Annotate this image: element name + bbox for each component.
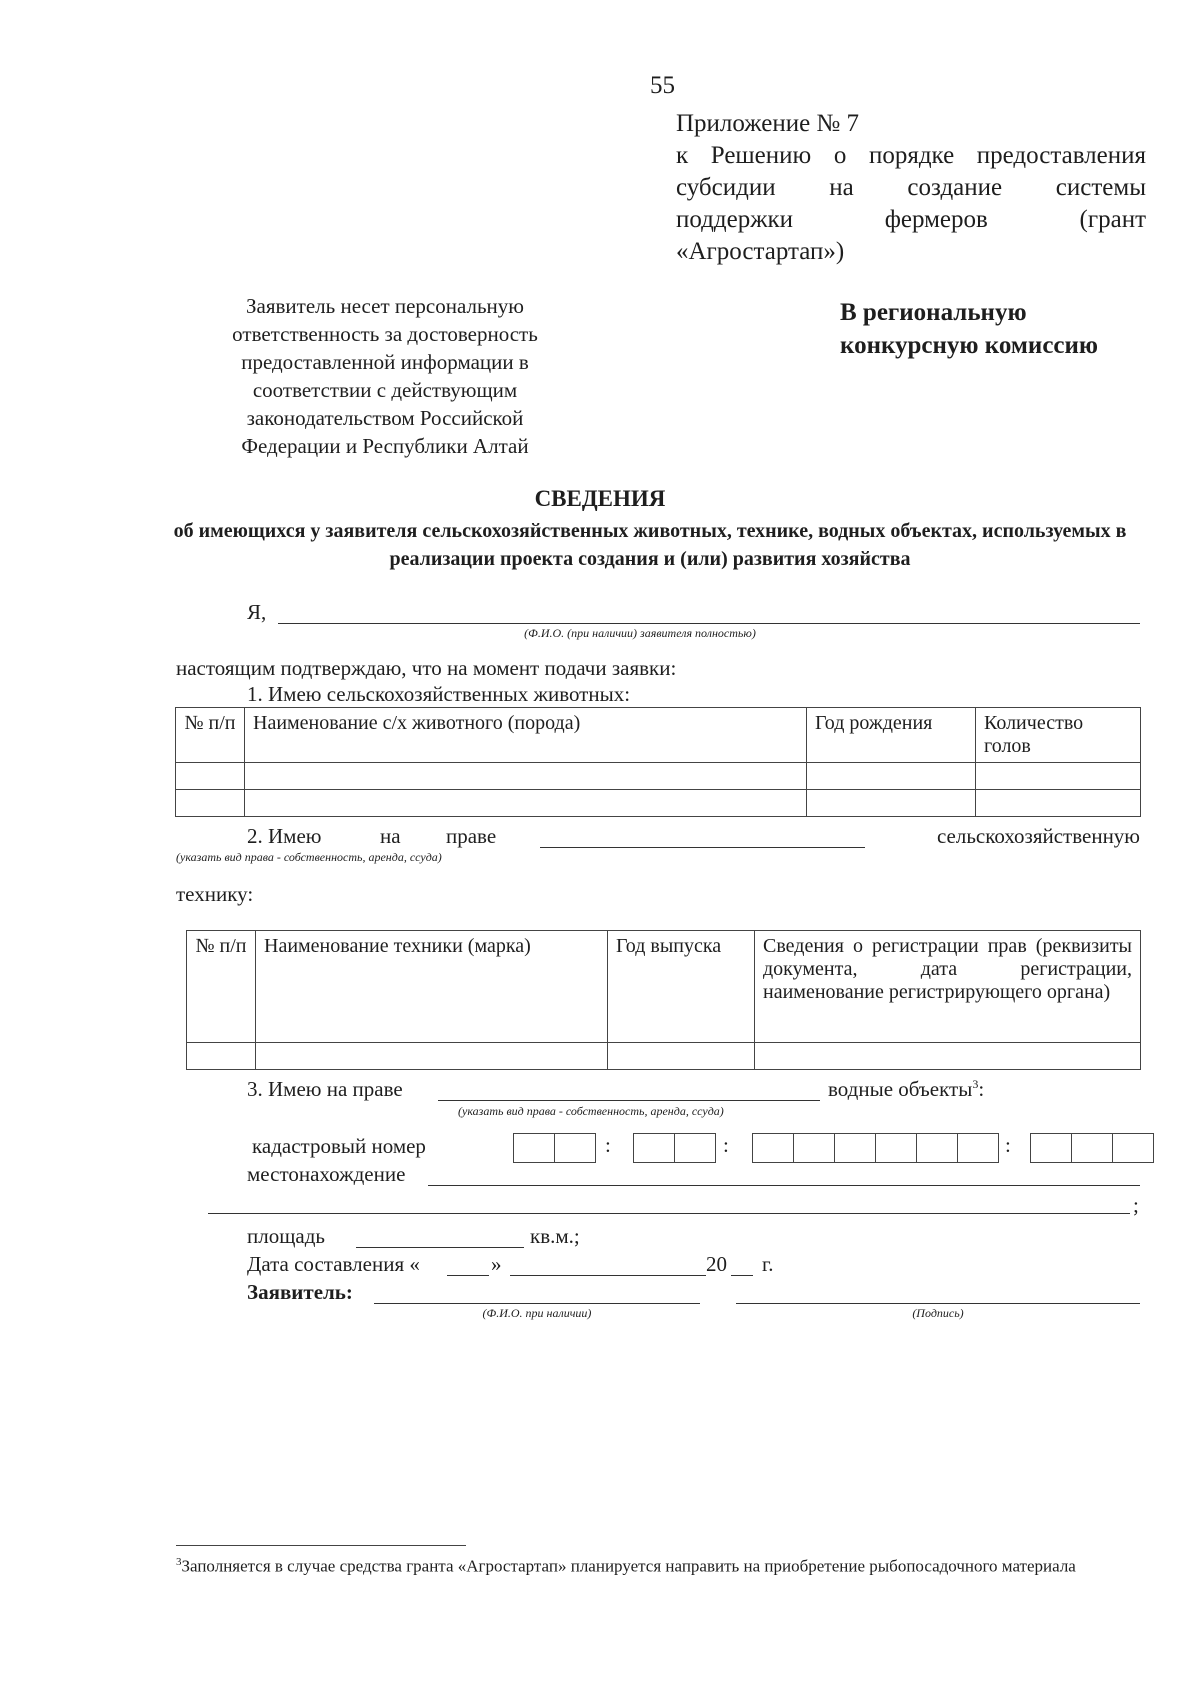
col-number: № п/п bbox=[176, 708, 245, 763]
addressee: В региональную конкурсную комиссию bbox=[840, 299, 1099, 359]
document-subtitle: об имеющихся у заявителя сельскохозяйственных животных, технике, водных объектах, используемых в реализации проекта создания и (или) развития хозяйства bbox=[173, 520, 1127, 570]
col-birth-year: Год рождения bbox=[807, 708, 976, 763]
col-number: № п/п bbox=[187, 931, 256, 1043]
table-cell[interactable] bbox=[755, 1043, 1141, 1070]
area-unit: кв.м.; bbox=[530, 1224, 580, 1248]
table-cell[interactable] bbox=[245, 763, 807, 790]
cadastral-group-1[interactable] bbox=[513, 1133, 596, 1163]
location-label: местонахождение bbox=[247, 1162, 406, 1186]
footnote-ref: 3 bbox=[972, 1077, 979, 1091]
table-cell[interactable] bbox=[807, 763, 976, 790]
cadastral-digit[interactable] bbox=[917, 1134, 958, 1162]
footnote bbox=[176, 1550, 1156, 1579]
date-quote-close: » bbox=[491, 1252, 502, 1276]
section2-end-word: сельскохозяйственную bbox=[936, 824, 1140, 848]
signature-field[interactable] bbox=[736, 1302, 1140, 1304]
cadastral-separator: : bbox=[605, 1133, 611, 1157]
cadastral-digit[interactable] bbox=[1072, 1134, 1113, 1162]
location-field-continued[interactable] bbox=[208, 1212, 1130, 1214]
table-cell[interactable] bbox=[245, 790, 807, 817]
section3-prefix: 3. Имею на праве bbox=[247, 1077, 403, 1101]
colon: : bbox=[978, 1077, 985, 1101]
page-number: 55 bbox=[650, 72, 675, 99]
confirm-text: настоящим подтверждаю, что на момент подачи заявки: bbox=[176, 656, 677, 680]
footnote-mark: 3 bbox=[176, 1556, 182, 1568]
cadastral-digit[interactable] bbox=[634, 1134, 675, 1162]
cadastral-digit[interactable] bbox=[675, 1134, 715, 1162]
applicant-responsibility-note: Заявитель несет персональную ответственность за достоверность предоставленной информации в соответствии с действующим законодательством Российской Федерации и Республики Алтай bbox=[232, 294, 538, 458]
section3-suffix bbox=[828, 1077, 984, 1102]
appendix-line: к Решению о порядке предоставления bbox=[676, 142, 1146, 169]
cadastral-digit[interactable] bbox=[794, 1134, 835, 1162]
date-day-field[interactable] bbox=[447, 1274, 489, 1276]
table-cell[interactable] bbox=[176, 763, 245, 790]
footnote-divider bbox=[176, 1545, 466, 1546]
area-label: площадь bbox=[247, 1224, 325, 1248]
table-cell[interactable] bbox=[256, 1043, 608, 1070]
water-right-type-field[interactable] bbox=[438, 1099, 820, 1101]
table-cell[interactable] bbox=[176, 790, 245, 817]
section1-heading: 1. Имею сельскохозяйственных животных: bbox=[247, 682, 631, 706]
date-year-prefix: 20 bbox=[706, 1252, 727, 1276]
col-manufacture-year: Год выпуска bbox=[608, 931, 755, 1043]
table-cell[interactable] bbox=[976, 790, 1141, 817]
cadastral-separator: : bbox=[723, 1133, 729, 1157]
col-registration-info: Сведения о регистрации прав (реквизиты документа, дата регистрации, наименование регистрирующего органа) bbox=[755, 931, 1141, 1043]
right-type-field[interactable] bbox=[540, 846, 865, 848]
cadastral-digit[interactable] bbox=[555, 1134, 595, 1162]
date-year-suffix: г. bbox=[762, 1252, 774, 1276]
cadastral-digit[interactable] bbox=[1031, 1134, 1072, 1162]
table-header-row bbox=[176, 708, 1141, 763]
appendix-reference bbox=[676, 108, 1146, 268]
cadastral-digit[interactable] bbox=[958, 1134, 998, 1162]
table-row bbox=[176, 763, 1141, 790]
table-header-row bbox=[187, 931, 1141, 1043]
appendix-line: Приложение № 7 bbox=[676, 110, 860, 137]
date-year-field[interactable] bbox=[731, 1274, 753, 1276]
cadastral-digit[interactable] bbox=[514, 1134, 555, 1162]
signature-hint: (Подпись) bbox=[912, 1306, 964, 1320]
table-row bbox=[187, 1043, 1141, 1070]
right-type-hint: (указать вид права - собственность, аренда, ссуда) bbox=[176, 850, 442, 864]
col-animal-name: Наименование с/х животного (порода) bbox=[245, 708, 807, 763]
appendix-line: поддержки фермеров (грант bbox=[676, 206, 1146, 233]
footnote-text: Заполняется в случае средства гранта «Агростартап» планируется направить на приобретение рыбопосадочного материала bbox=[181, 1556, 1076, 1576]
machinery-table bbox=[186, 930, 1141, 1070]
appendix-line: «Агростартап») bbox=[676, 238, 845, 265]
table-cell[interactable] bbox=[187, 1043, 256, 1070]
table-cell[interactable] bbox=[976, 763, 1141, 790]
cadastral-digit[interactable] bbox=[1113, 1134, 1153, 1162]
water-objects-label: водные объекты bbox=[828, 1077, 973, 1101]
table-cell[interactable] bbox=[807, 790, 976, 817]
col-head-count: Количество голов bbox=[976, 708, 1141, 763]
applicant-fio-field[interactable] bbox=[374, 1302, 700, 1304]
applicant-name-hint: (Ф.И.О. (при наличии) заявителя полностью) bbox=[524, 626, 756, 640]
cadastral-group-4[interactable] bbox=[1030, 1133, 1154, 1163]
cadastral-digit[interactable] bbox=[876, 1134, 917, 1162]
cadastral-separator: : bbox=[1005, 1133, 1011, 1157]
section2-word: 2. Имею bbox=[247, 824, 322, 848]
animals-table bbox=[175, 707, 1141, 817]
applicant-prefix: Я, bbox=[247, 600, 267, 624]
applicant-signature-label: Заявитель: bbox=[247, 1280, 353, 1304]
cadastral-group-3[interactable] bbox=[752, 1133, 999, 1163]
cadastral-group-2[interactable] bbox=[633, 1133, 716, 1163]
water-right-hint: (указать вид права - собственность, аренда, ссуда) bbox=[458, 1104, 724, 1118]
table-row bbox=[176, 790, 1141, 817]
appendix-line: субсидии на создание системы bbox=[676, 174, 1146, 201]
cadastral-digit[interactable] bbox=[753, 1134, 794, 1162]
fio-hint: (Ф.И.О. при наличии) bbox=[482, 1306, 592, 1320]
area-field[interactable] bbox=[356, 1246, 524, 1248]
col-machinery-name: Наименование техники (марка) bbox=[256, 931, 608, 1043]
section2-word: на bbox=[380, 824, 401, 848]
cadastral-digit[interactable] bbox=[835, 1134, 876, 1162]
location-semicolon: ; bbox=[1133, 1193, 1139, 1217]
date-month-field[interactable] bbox=[510, 1274, 706, 1276]
section2-word: праве bbox=[446, 824, 497, 848]
section2-continuation: технику: bbox=[176, 882, 254, 906]
cadastral-label: кадастровый номер bbox=[252, 1134, 426, 1158]
table-cell[interactable] bbox=[608, 1043, 755, 1070]
date-label: Дата составления « bbox=[247, 1252, 420, 1276]
applicant-name-field[interactable] bbox=[278, 622, 1140, 624]
location-field[interactable] bbox=[428, 1184, 1140, 1186]
document-title: СВЕДЕНИЯ bbox=[534, 486, 666, 511]
